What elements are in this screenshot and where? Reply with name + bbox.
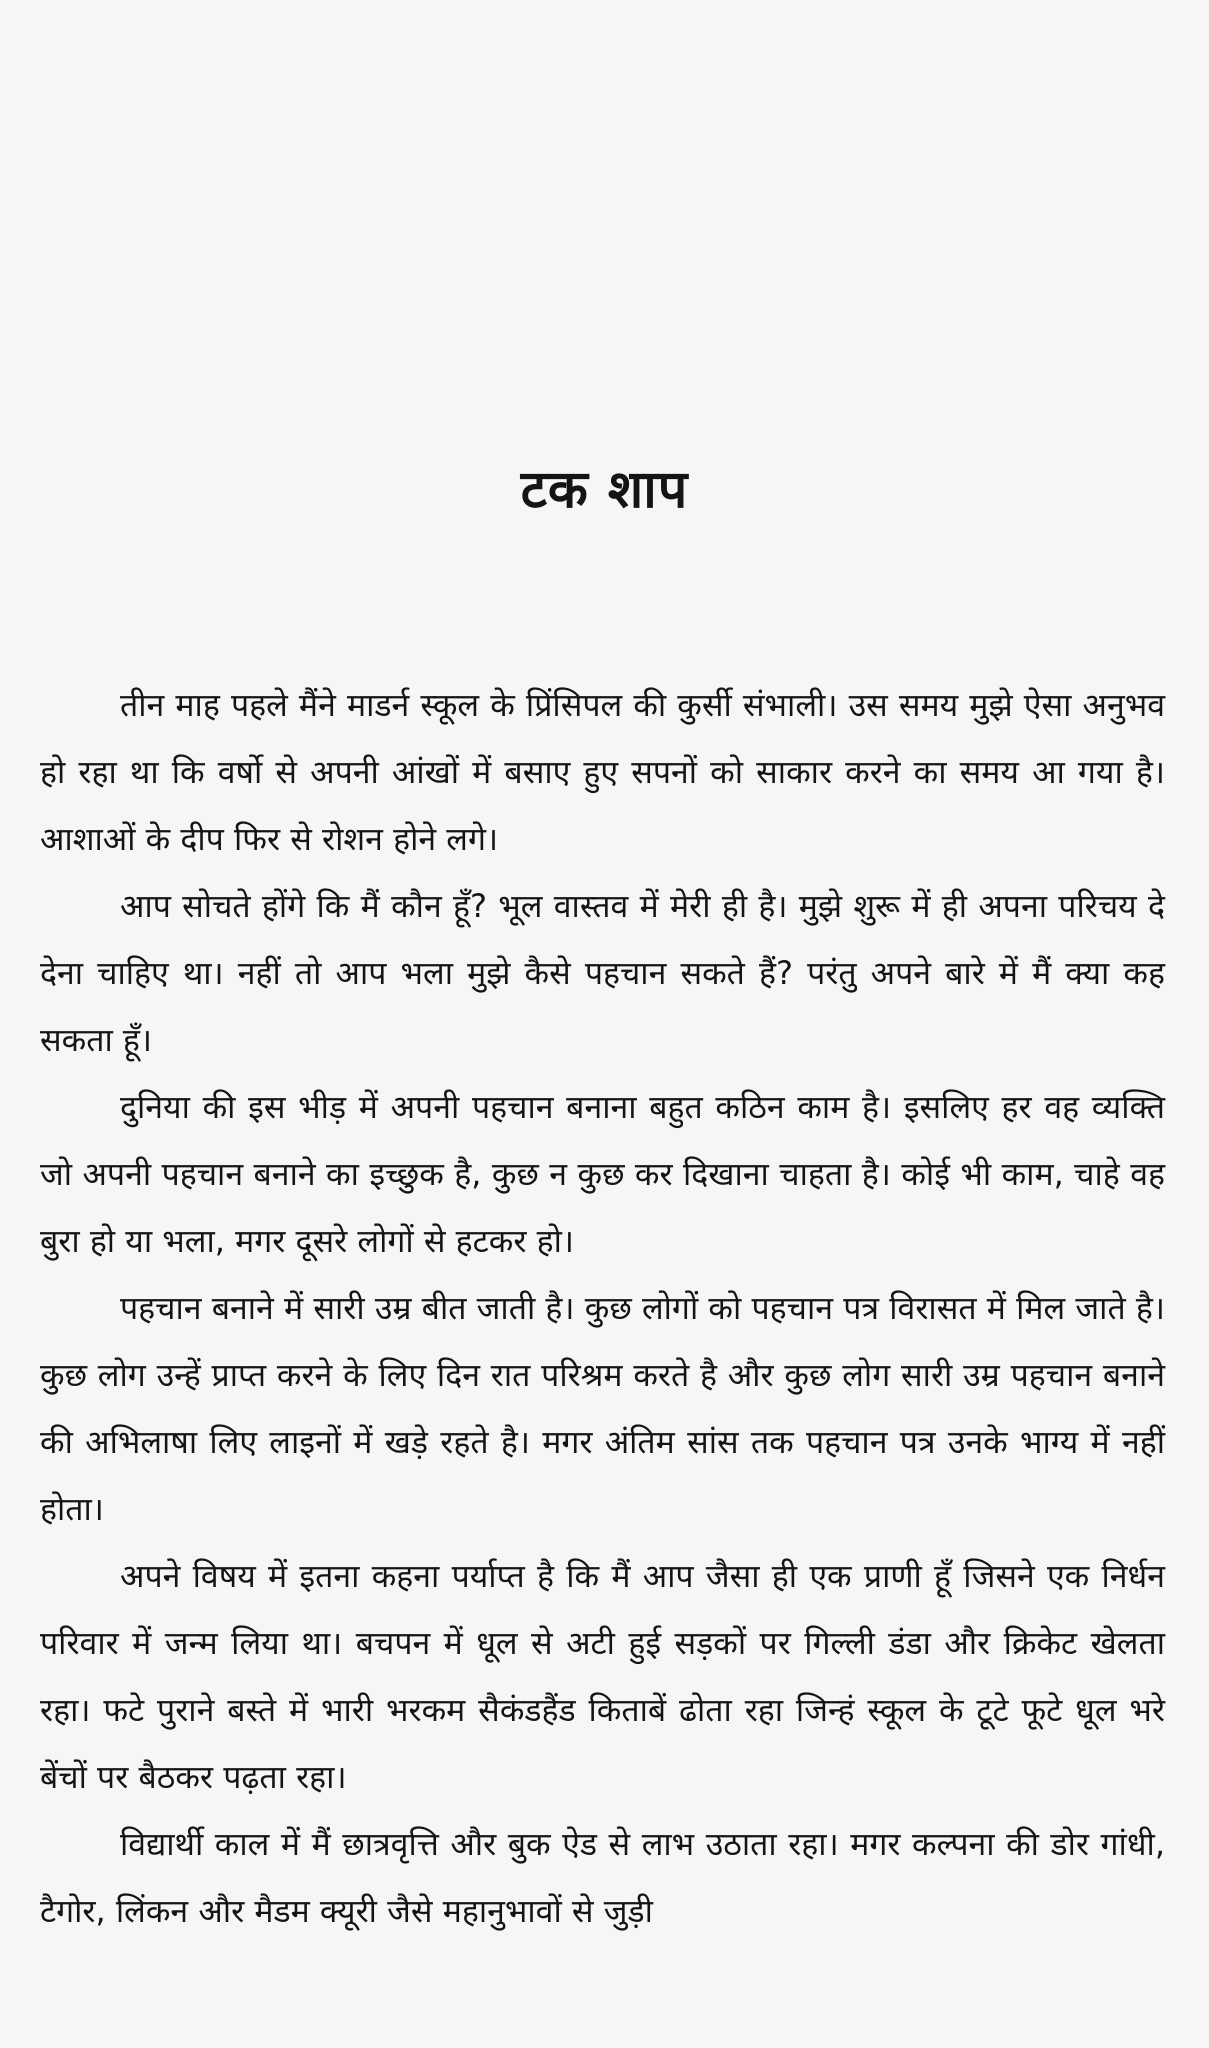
chapter-title: टक शाप xyxy=(520,460,689,520)
paragraph: पहचान बनाने में सारी उम्र बीत जाती है। कुछ लोगों को पहचान पत्र विरासत में मिल जाते है। कुछ लोग उन्हें प्राप्त करने के लिए दिन रात परिश्रम करते है और कुछ लोग सारी उम्र पहचान बनाने की अभिलाषा लिए लाइनों में खड़े रहते है। मगर अंतिम सांस तक पहचान पत्र उनके भाग्य में नहीं होता। xyxy=(40,1289,1165,1528)
paragraph: विद्यार्थी काल में मैं छात्रवृत्ति और बुक ऐड से लाभ उठाता रहा। मगर कल्पना की डोर गांधी, टैगोर, लिंकन और मैडम क्यूरी जैसे महानुभावों से जुड़ी xyxy=(40,1825,1165,1930)
paragraph: आप सोचते होंगे कि मैं कौन हूँ? भूल वास्तव में मेरी ही है। मुझे शुरू में ही अपना परिचय दे देना चाहिए था। नहीं तो आप भला मुझे कैसे पहचान सकते हैं? परंतु अपने बारे में मैं क्या कह सकता हूँ। xyxy=(40,887,1165,1059)
paragraph: दुनिया की इस भीड़ में अपनी पहचान बनाना बहुत कठिन काम है। इसलिए हर वह व्यक्ति जो अपनी पहचान बनाने का इच्छुक है, कुछ न कुछ कर दिखाना चाहता है। कोई भी काम, चाहे वह बुरा हो या भला, मगर दूसरे लोगों से हटकर हो। xyxy=(40,1088,1165,1260)
chapter-body xyxy=(40,672,1165,1945)
paragraph: तीन माह पहले मैंने माडर्न स्कूल के प्रिंसिपल की कुर्सी संभाली। उस समय मुझे ऐसा अनुभव हो रहा था कि वर्षो से अपनी आंखों में बसाए हुए सपनों को साकार करने का समय आ गया है। आशाओं के दीप फिर से रोशन होने लगे। xyxy=(40,686,1165,858)
paragraph: अपने विषय में इतना कहना पर्याप्त है कि मैं आप जैसा ही एक प्राणी हूँ जिसने एक निर्धन परिवार में जन्म लिया था। बचपन में धूल से अटी हुई सड़कों पर गिल्ली डंडा और क्रिकेट खेलता रहा। फटे पुराने बस्ते में भारी भरकम सैकंडहैंड किताबें ढोता रहा जिन्हं स्कूल के टूटे फूटे धूल भरे बेंचों पर बैठकर पढ़ता रहा। xyxy=(40,1557,1165,1796)
